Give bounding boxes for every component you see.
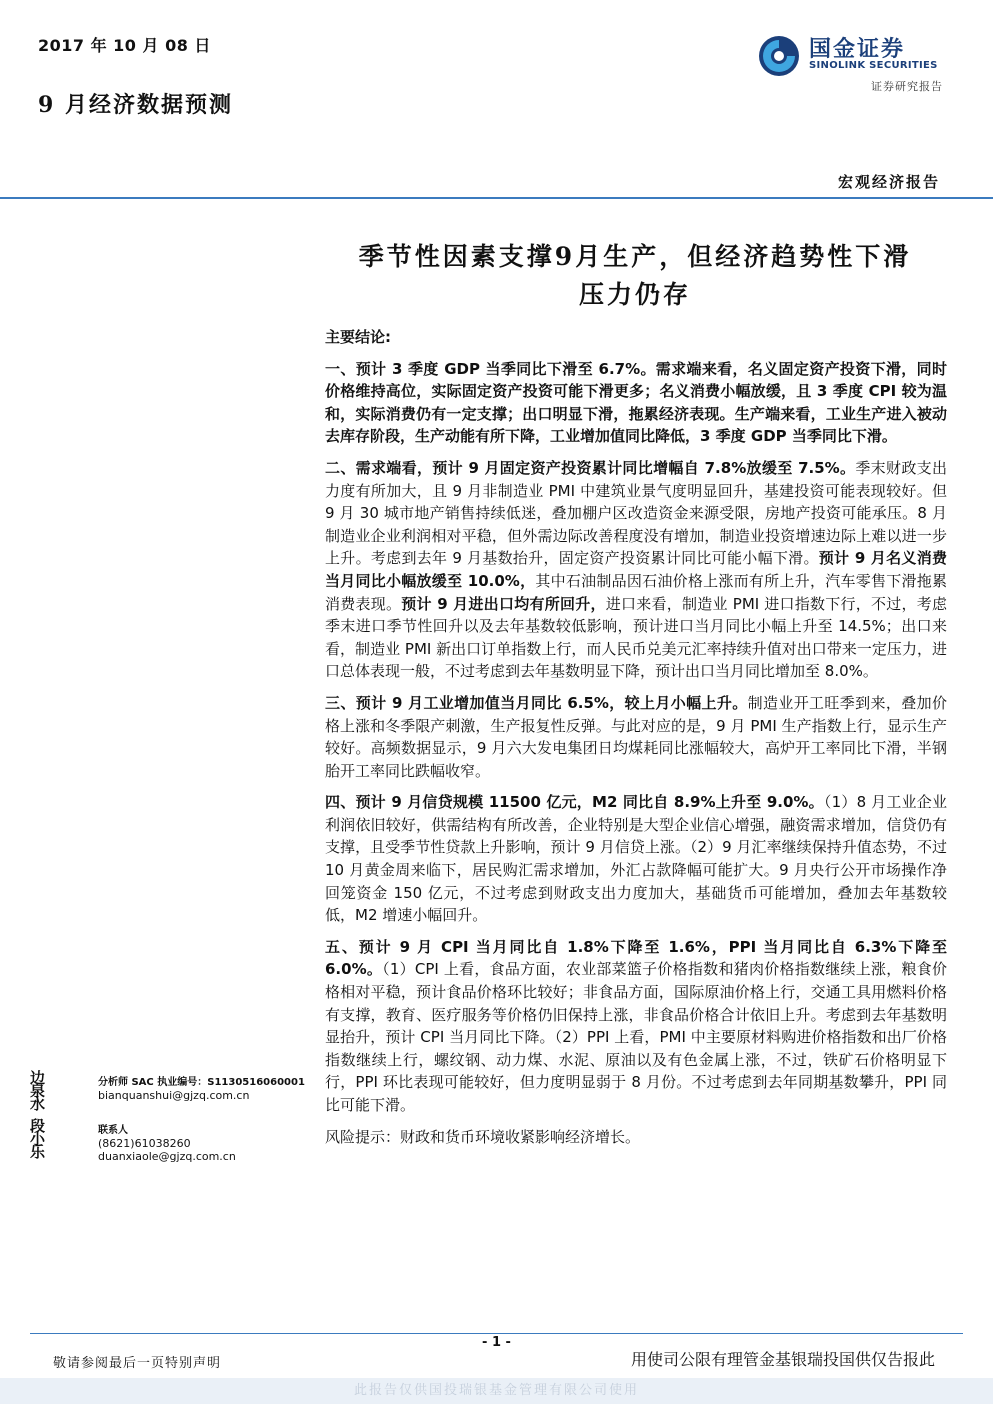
watermark-bar: 此报告仅供国投瑞银基金管理有限公司使用: [0, 1378, 993, 1404]
lead-heading: 主要结论:: [325, 328, 391, 346]
conclusion-2-bold-b: 预计 9 月名义消费当月同比小幅放缓至 10.0%，: [325, 549, 947, 590]
main-title: [320, 238, 950, 314]
conclusion-2-bold-a: 二、需求端看，预计 9 月固定资产投资累计同比增幅自 7.8%放缓至 7.5%。: [325, 458, 856, 477]
header-divider: [0, 197, 993, 199]
conclusion-5: [325, 936, 947, 1117]
logo-subtitle: 证券研究报告: [871, 80, 943, 93]
brand-logo: [757, 30, 947, 80]
contact-email[interactable]: duanxiaole@gjzq.com.cn: [98, 1150, 236, 1163]
conclusion-2-bold-c: 预计 9 月进出口均有所回升，: [401, 594, 606, 613]
conclusion-2-text-c: 进口来看，制造业 PMI 进口指数下行，不过，考虑季末进口季节性回升以及去年基数较低影响，预计进口当月同比小幅上升至 14.5%；出口来看，制造业 PMI 新出口订单指数上行，而人民币兑美元汇率持续升值对出口带来一定压力，进口总体表现一般，不过考虑到去年基数明显下降，预计出口当月同比增加至 8.0%。: [325, 594, 947, 681]
conclusion-2-text-a: 季末财政支出力度有所加大，且 9 月非制造业 PMI 中建筑业景气度明显回升，基建投资可能表现较好。但 9 月 30 城市地产销售持续低迷，叠加棚户区改造资金来源受限，房地产投资可能承压。8 月制造业企业利润相对平稳，但外需边际改善程度没有增加，制造业投资增速边际上难以进一步上升。考虑到去年 9 月基数抬升，固定资产投资累计同比可能小幅下滑。: [325, 458, 947, 568]
contact-phone: (8621)61038260: [98, 1137, 191, 1150]
page-number: - 1 -: [482, 1335, 511, 1350]
conclusion-3-text: 制造业开工旺季到来，叠加价格上涨和冬季限产刺激，生产报复性反弹。与此对应的是，9 月 PMI 生产指数上行，显示生产较好。高频数据显示，9 月六大发电集团日均煤耗同比涨幅较大，高炉开工率同比下滑，半钢胎开工率同比跌幅收窄。: [325, 693, 947, 780]
footer-disclaimer: 敬请参阅最后一页特别声明: [53, 1356, 222, 1371]
footer-license-text: 用使司公限有理管金基银瑞投国供仅告报此: [630, 1350, 935, 1369]
conclusion-2: [325, 457, 947, 683]
analyst-email[interactable]: bianquanshui@gjzq.com.cn: [98, 1089, 250, 1102]
analyst-name: 边泉水: [30, 1069, 48, 1113]
sinolink-logo-icon: [757, 34, 801, 78]
footer-divider: [30, 1333, 963, 1334]
conclusion-5-bold: 五、预计 9 月 CPI 当月同比自 1.8%下降至 1.6%，PPI 当月同比自 6.3%下降至 6.0%。: [325, 937, 947, 979]
analyst-info: [98, 1076, 305, 1102]
doc-title: 9 月经济数据预测: [38, 92, 233, 118]
conclusion-1: 一、预计 3 季度 GDP 当季同比下滑至 6.7%。需求端来看，名义固定资产投资下滑，同时价格维持高位，实际固定资产投资可能下滑更多；名义消费小幅放缓，且 3 季度 CPI 较为温和，实际消费仍有一定支撑；出口明显下滑，拖累经济表现。生产端来看，工业生产进入被动去库存阶段，生产动能有所下降，工业增加值同比降低，3 季度 GDP 当季同比下滑。: [325, 359, 947, 446]
main-title-line2: 压力仍存: [578, 280, 691, 309]
summary-body: [325, 326, 947, 1157]
report-date: 2017 年 10 月 08 日: [38, 36, 211, 55]
report-type: 宏观经济报告: [837, 173, 940, 191]
conclusion-4: [325, 791, 947, 927]
risk-note: 风险提示：财政和货币环境收紧影响经济增长。: [325, 1127, 641, 1146]
conclusion-3-bold: 三、预计 9 月工业增加值当月同比 6.5%，较上月小幅上升。: [325, 693, 748, 712]
conclusion-3: [325, 692, 947, 782]
logo-cn-text: 国金证券: [809, 37, 906, 62]
contact-name: 段小乐: [30, 1117, 48, 1161]
contact-info: [98, 1124, 236, 1163]
conclusion-5-text: （1）CPI 上看，食品方面，农业部菜篮子价格指数和猪肉价格指数继续上涨，粮食价格相对平稳，预计食品价格环比较好；非食品方面，国际原油价格上行，交通工具用燃料价格有支撑，教育、医疗服务等价格仍旧保持上涨，非食品价格合计依旧上升。考虑到去年基数明显抬升，预计 CPI 当月同比下降。（2）PPI 上看，PMI 中主要原材料购进价格指数和出厂价格指数继续上行，螺纹钢、动力煤、水泥、原油以及有色金属上涨，不过，铁矿石价格明显下行，PPI 环比表现可能较好，但力度明显弱于 8 月份。不过考虑到去年同期基数攀升，PPI 同比可能下滑。: [325, 960, 947, 1114]
conclusion-2-text-b: 其中石油制品因石油价格上涨而有所上升，汽车零售下滑拖累消费表现。: [325, 571, 947, 613]
analyst-sac-label: 分析师 SAC 执业编号：S1130516060001: [98, 1077, 305, 1088]
contact-label: 联系人: [98, 1125, 128, 1136]
conclusion-4-text: （1）8 月工业企业利润依旧较好，供需结构有所改善，企业特别是大型企业信心增强，融资需求增加，信贷仍有支撑，且受季节性贷款上升影响，预计 9 月信贷上涨。（2）9 月汇率继续保持升值态势，不过 10 月黄金周来临下，居民购汇需求增加，外汇占款降幅可能扩大。9 月央行公开市场操作净回笼资金 150 亿元，不过考虑到财政支出力度加大，基础货币可能增加，叠加去年基数较低，M2 增速小幅回升。: [325, 793, 948, 925]
conclusion-4-bold: 四、预计 9 月信贷规模 11500 亿元，M2 同比自 8.9%上升至 9.0%。: [325, 793, 824, 812]
main-title-line1: 季节性因素支撑9月生产，但经济趋势性下滑: [358, 242, 912, 271]
logo-en-text: SINOLINK SECURITIES: [809, 60, 938, 71]
